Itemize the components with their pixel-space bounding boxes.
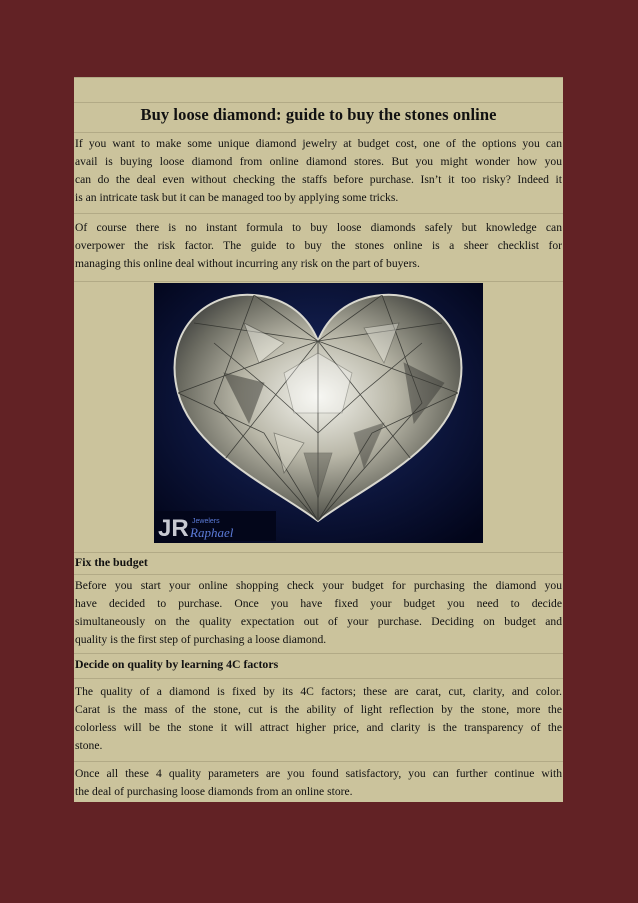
divider — [74, 761, 563, 762]
divider — [74, 281, 563, 282]
svg-text:Raphael: Raphael — [190, 525, 234, 540]
divider — [74, 678, 563, 679]
heart-diamond-image — [154, 283, 483, 543]
divider — [74, 102, 563, 103]
intro-paragraph-2 — [75, 219, 562, 273]
section-paragraph — [75, 765, 562, 801]
text-line: Once all these 4 quality parameters are you found satisfactory, you can further continue with — [75, 767, 562, 780]
divider — [74, 132, 563, 133]
section-heading: Fix the budget — [75, 555, 148, 569]
text-line: quality is the first step of purchasing a loose diamond. — [75, 633, 327, 646]
jewelers-raphael-logo — [156, 511, 276, 542]
divider — [74, 213, 563, 214]
text-line: Carat is the mass of the stone, cut is the ability of light reflection by the stone, more the — [75, 703, 562, 716]
text-line: avail is buying loose diamond from online diamond stores. But you might wonder how you — [75, 155, 562, 168]
text-line: the deal of purchasing loose diamonds from an online store. — [75, 785, 353, 798]
text-line: can do the deal even without checking the staffs before purchase. Isn’t it too risky? Indeed it — [75, 173, 562, 186]
text-line: Before you start your online shopping check your budget for purchasing the diamond you — [75, 579, 562, 592]
text-line: stone. — [75, 739, 103, 752]
heart-diamond-graphic — [154, 283, 483, 543]
divider — [74, 77, 563, 78]
intro-paragraph — [75, 135, 562, 207]
document-title: Buy loose diamond: guide to buy the stones online — [140, 105, 497, 124]
divider — [74, 653, 563, 654]
text-line: Of course there is no instant formula to buy loose diamonds safely but knowledge can — [75, 221, 562, 234]
divider — [74, 552, 563, 553]
text-line: have decided to purchase. Once you have fixed your budget you need to decide — [75, 597, 562, 610]
text-line: overpower the risk factor. The guide to buy the stones online is a sheer checklist for — [75, 239, 562, 252]
section-paragraph — [75, 577, 562, 649]
text-line: The quality of a diamond is fixed by its 4C factors; these are carat, cut, clarity, and color. — [75, 685, 562, 698]
divider — [74, 574, 563, 575]
text-line: is an intricate task but it can be managed too by applying some tricks. — [75, 191, 399, 204]
text-line: colorless will be the stone it will attract higher price, and clarity is the transparency of the — [75, 721, 562, 734]
text-line: managing this online deal without incurring any risk on the part of buyers. — [75, 257, 420, 270]
section-heading: Decide on quality by learning 4C factors — [75, 657, 279, 671]
section-paragraph — [75, 683, 562, 755]
text-line: simultaneously on the quality expectation out of your purchase. Deciding on budget and — [75, 615, 562, 628]
text-line: If you want to make some unique diamond jewelry at budget cost, one of the options you can — [75, 137, 562, 150]
document-page — [74, 77, 563, 802]
svg-text:JR: JR — [158, 515, 189, 542]
svg-text:Jewelers: Jewelers — [192, 518, 220, 525]
